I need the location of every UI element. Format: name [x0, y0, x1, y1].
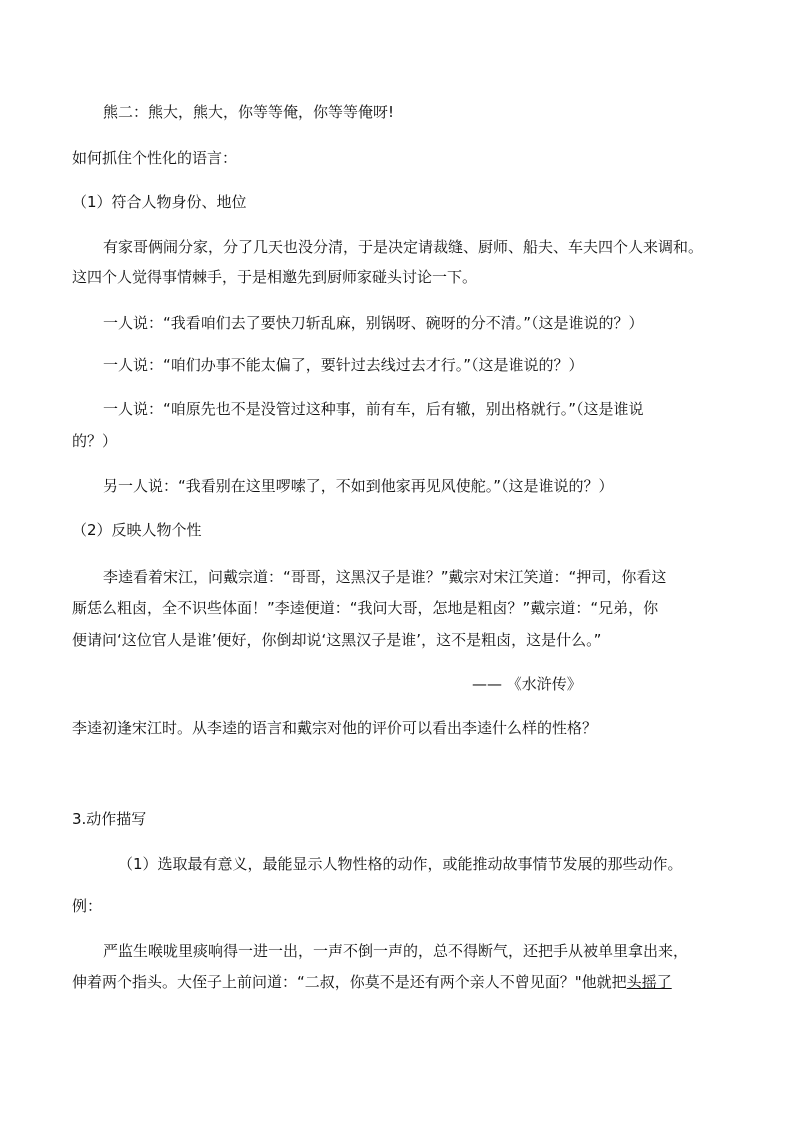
paragraph-2-line-3: 便请问‘这位官人是谁’便好，你倒却说‘这黑汉子是谁’，这不是粗卤，这是什么。”	[72, 631, 602, 649]
underlined-phrase: 头摇了	[626, 973, 672, 991]
quote-2: 一人说：“咱们办事不能太偏了，要针过去线过去才行。”（这是谁说的？）	[103, 356, 584, 374]
quote-1: 一人说：“我看咱们去了要快刀斩乱麻，别锅呀、碗呀的分不清。”（这是谁说的？）	[103, 314, 644, 332]
paragraph-1-line-1: 有家哥俩闹分家，分了几天也没分清，于是决定请裁缝、厨师、船夫、车夫四个人来调和。	[103, 238, 704, 256]
paragraph-3-line-1: 严监生喉咙里痰响得一进一出，一声不倒一声的，总不得断气，还把手从被单里拿出来，	[103, 942, 689, 960]
question-line: 李逵初逢宋江时。从李逵的语言和戴宗对他的评价可以看出李逵什么样的性格？	[72, 719, 598, 737]
paragraph-3-line-2-text: 伸着两个指头。大侄子上前问道：“二叔，你莫不是还有两个亲人不曾见面？"他就把	[72, 973, 627, 991]
paragraph-1-line-2: 这四个人觉得事情棘手，于是相邀先到厨师家碰头讨论一下。	[72, 268, 478, 286]
heading-language: 如何抓住个性化的语言：	[72, 149, 238, 167]
paragraph-3-line-2	[72, 971, 672, 993]
quote-3-line-1: 一人说：“咱原先也不是没管过这种事，前有车，后有辙，别出格就行。”（这是谁说	[103, 400, 644, 418]
quote-4: 另一人说：“我看别在这里啰嗦了，不如到他家再见风使舵。”（这是谁说的？）	[103, 477, 614, 495]
example-label: 例：	[72, 897, 103, 915]
action-point-1: （1）选取最有意义，最能显示人物性格的动作，或能推动故事情节发展的那些动作。	[118, 855, 683, 873]
quote-3-line-2: 的？）	[72, 432, 118, 450]
heading-action: 3.动作描写	[72, 810, 147, 828]
intro-line: 熊二：熊大，熊大，你等等俺，你等等俺呀!	[103, 103, 395, 121]
subheading-2: （2）反映人物个性	[72, 521, 202, 539]
source-attribution: —— 《水浒传》	[472, 675, 582, 693]
paragraph-2-line-1: 李逵看着宋江，问戴宗道：“哥哥，这黑汉子是谁？”戴宗对宋江笑道：“押司，你看这	[103, 568, 667, 586]
subheading-1: （1）符合人物身份、地位	[72, 193, 247, 211]
paragraph-2-line-2: 厮恁么粗卤，全不识些体面！”李逵便道：“我问大哥，怎地是粗卤？”戴宗道：“兄弟，你	[72, 599, 659, 617]
